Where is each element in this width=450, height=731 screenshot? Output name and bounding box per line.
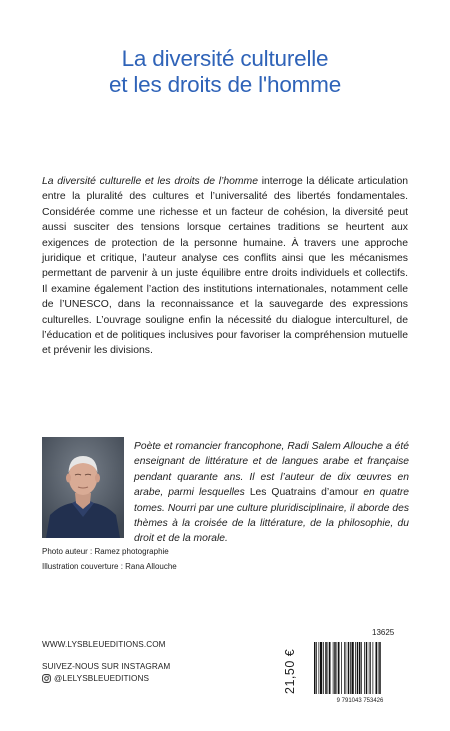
barcode-bar [319,642,320,694]
barcode-bar [366,642,368,694]
barcode-bar [369,642,370,694]
bio-work-title: Les Quatrains d’amour [249,487,359,499]
barcode-bar [355,642,356,694]
author-photo [42,437,124,538]
barcode-bar [379,642,381,694]
barcode-bar [328,642,329,694]
book-title-heading [0,46,450,98]
illustration-credit: Illustration couverture : Rana Allouche [42,561,177,571]
barcode-bar [346,642,347,694]
summary-book-title: La diversité culturelle et les droits de l’homme [42,176,258,187]
barcode-bar [361,642,362,694]
barcode-bar [378,642,379,694]
barcode-bar [316,642,317,694]
barcode-bar [341,642,342,694]
instagram-handle-text: @LELYSBLEUEDITIONS [54,674,150,683]
barcode-bar [314,642,316,694]
barcode-bar [334,642,336,694]
book-price: 21,50 € [283,648,297,694]
summary-text: interroge la délicate articulation entre la pluralité des cultures et l’universalité des libertés fondamentales. Considérée comme une richesse et un facteur de cohésion, la diversité peut aussi susciter des tensions lorsque certaines traditions se heurtent aux exigences de protection de la personne humaine. À travers une approche juridique et critique, l’auteur analyse ces conflits ainsi que les mécanismes permettant de parvenir à un juste équilibre entre droits individuels et collectifs. Il examine également l’action des institutions internationales, notamment celle de l’UNESCO, dans la reconnaissance et la sauvegarde des expressions culturelles. L’ouvrage souligne enfin la nécessité du dialogue interculturel, de l’éducation et de politiques inclusives pour favoriser la compréhension mutuelle et prévenir les divisions. [42,176,409,357]
barcode-bar [320,642,322,694]
isbn-digits: 9 791043 753426 [336,698,384,704]
instagram-handle [42,674,149,683]
barcode-bar [373,642,374,694]
book-title-line-1: La diversité culturelle [121,46,329,71]
barcode-bar [350,642,351,694]
bio-text-part-2: en quatre tomes. Nourri par une culture pluridisciplinaire, il aborde des thèmes à la croisée de la littérature, de la philosophie, du droit et de la morale. [134,487,410,545]
photo-credit: Photo auteur : Ramez photographie [42,547,169,556]
barcode-bar [357,642,359,694]
barcode-bar [323,642,324,694]
book-reference-number: 13625 [372,628,395,637]
barcode-bar [329,642,331,694]
author-portrait-image [42,437,124,538]
barcode-bar [359,642,361,694]
barcode-bar [370,642,371,694]
barcode-bar [352,642,354,694]
image-credits [42,545,177,574]
instagram-icon [42,674,51,683]
barcode-bar [333,642,334,694]
barcode-bar [364,642,365,694]
barcode-bar [344,642,345,694]
book-title-line-2: et les droits de l'homme [108,72,342,97]
author-biography [134,439,409,547]
barcode-bar [376,642,378,694]
isbn-barcode [312,640,410,704]
barcode-bar [337,642,338,694]
publisher-website: WWW.LYSBLEUEDITIONS.COM [42,640,166,649]
back-cover-summary [42,174,408,359]
barcode-bar [338,642,340,694]
barcode-bar [348,642,350,694]
barcode-bar [325,642,327,694]
instagram-label: SUIVEZ-NOUS SUR INSTAGRAM [42,662,171,671]
bio-text-part-1: Poète et romancier francophone, Radi Salem Allouche a été enseignant de littérature et de langues arabe et française pendant quarante ans. Il est l’auteur de dix œuvres en arabe, parmi lesquelles [134,441,409,499]
